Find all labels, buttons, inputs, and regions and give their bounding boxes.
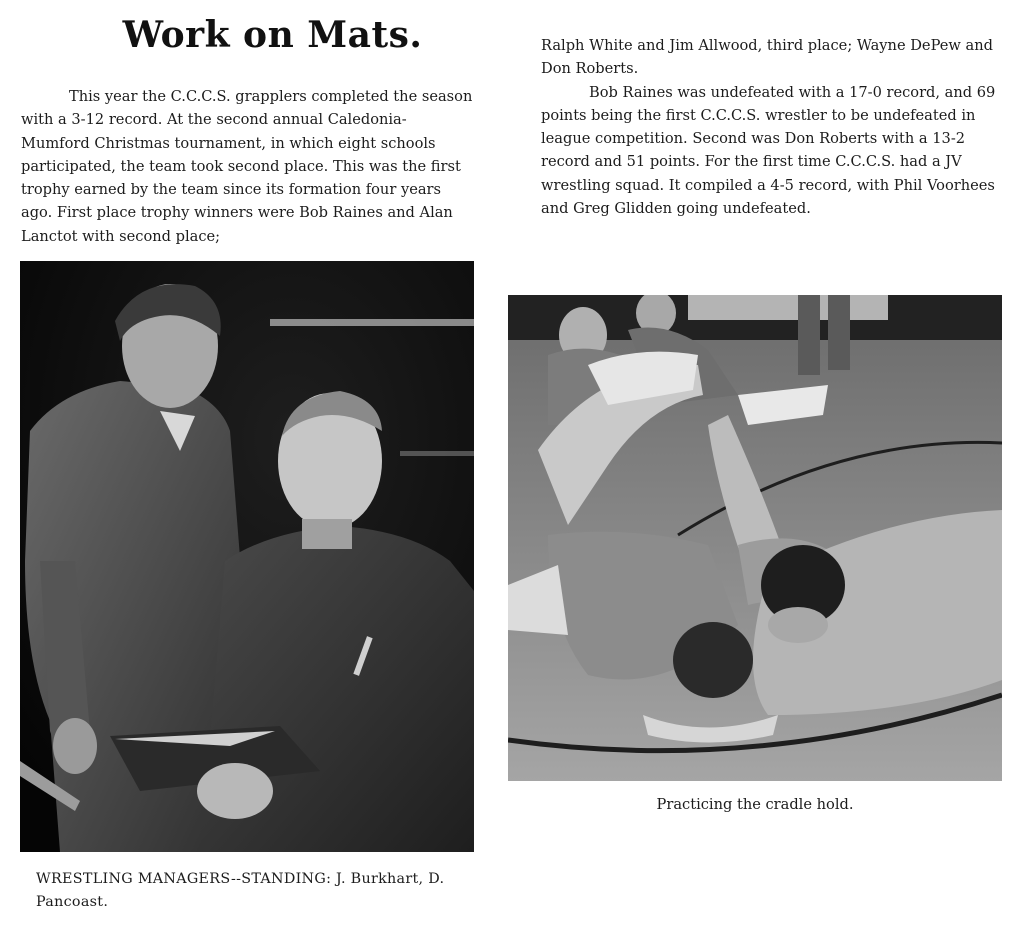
paragraph-continued: Ralph White and Jim Allwood, third place; Wayne DePew and Don Roberts. — [541, 37, 993, 78]
photo-wrestling-managers — [20, 261, 474, 852]
managers-photo-illustration — [20, 261, 474, 852]
paragraph: Bob Raines was undefeated with a 17-0 record, and 69 points being the first C.C.C.S. wrestler to be undefeated in league competition. Second was Don Roberts with a 13-2 record and 51 points. For the first time C.C.C.S. had a JV wrestling squad. It compiled a 4-5 record, with Phil Voorhees and Greg Glidden going undefeated. — [541, 83, 996, 218]
wrestling-photo-illustration — [508, 295, 1002, 781]
managers-photo-caption: WRESTLING MANAGERS--STANDING: J. Burkhart, D. Pancoast. — [36, 871, 445, 910]
paragraph: This year the C.C.C.S. grapplers completed the season with a 3-12 record. At the second annual Caledonia-Mumford Christmas tournament, in which eight schools participated, the team took second place. This was the first trophy earned by the team since its formation four years ago. First place trophy winners were Bob Raines and Alan Lanctot with second place; — [21, 88, 473, 245]
cradle-hold-photo-caption: Practicing the cradle hold. — [656, 796, 854, 813]
article-title: Work on Mats. — [122, 14, 423, 56]
left-text-column — [21, 85, 473, 248]
right-text-column — [541, 34, 996, 220]
photo-cradle-hold — [508, 295, 1002, 781]
